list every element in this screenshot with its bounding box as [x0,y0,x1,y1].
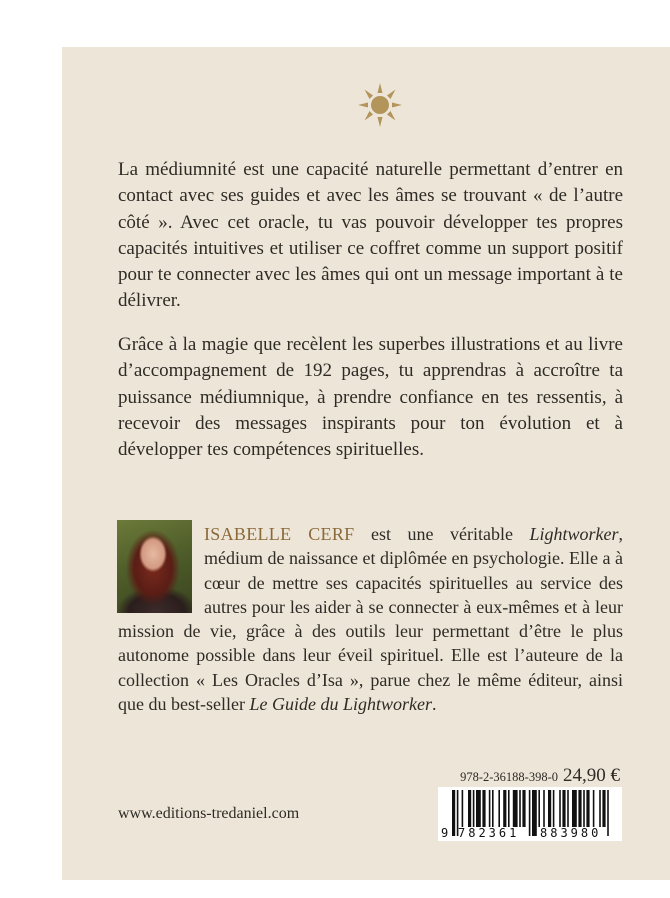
barcode-bar [489,790,491,827]
description-paragraph-1: La médiumnité est une capacité naturelle permettant d’entrer en contact avec ses guides et avec les âmes se trouvant « de l’autre côté ». Avec cet oracle, tu vas pouvoir développer tes propres capacités intuitives et utiliser ce coffret comme un support positif pour te connecter avec les âmes qui ont un message important à te délivrer. [118,159,623,312]
author-bio: ISABELLE CERF est une véritable Lightworker, médium de naissance et diplômée en psychologie. Elle a à cœur de mettre ses capacités spirituelles au service des autres pour les aider à se connecter à eux-mêmes et à leur mission de vie, grâce à des outils leur permettant d’être le plus autonome possible dans leur éveil spirituel. Elle est l’auteure de la collection « Les Oracles d’Isa », parue chez le même éditeur, ainsi que du best-seller Le Guide du Lightworker. [118,524,623,715]
barcode-bar [519,790,521,827]
barcode [438,787,622,841]
barcode-bar [532,790,537,836]
barcode-bar [599,790,601,827]
barcode-bar [607,790,609,836]
barcode-bar [602,790,605,827]
barcode-bar [578,790,581,827]
barcode-bar [583,790,585,827]
barcode-digits-left: 782361 [458,826,520,840]
barcode-bar [553,790,555,827]
author-name: ISABELLE CERF [204,524,355,544]
barcode-bar [462,790,464,827]
barcode-bar [503,790,506,827]
barcode-bar [572,790,577,827]
barcode-digits-right: 883980 [540,826,602,840]
barcode-bar [468,790,471,827]
price: 24,90 € [563,765,620,786]
isbn-number: 978-2-36188-398-0 [460,770,558,784]
barcode-bar [482,790,485,827]
barcode-bar [529,790,531,836]
barcode-graphic [438,787,622,841]
isbn-price-line [440,765,620,789]
barcode-bar [492,790,494,827]
barcode-bar [586,790,589,827]
barcode-bar [543,790,545,827]
barcode-bar [538,790,540,827]
barcode-bar [513,790,518,827]
barcode-bar [567,790,569,827]
barcode-bar [473,790,475,827]
barcode-bar [498,790,500,827]
barcode-digit-lead: 9 [441,826,449,840]
barcode-bar [452,790,455,836]
barcode-bar [559,790,561,827]
barcode-bar [593,790,595,827]
publisher-website[interactable]: www.editions-tredaniel.com [118,805,300,822]
barcode-bar [562,790,565,827]
barcode-bar [476,790,481,827]
description-paragraph-2: Grâce à la magie que recèlent les superbes illustrations et au livre d’accompagnement de 192 pages, tu apprendras à accroître ta puissance médiumnique, à prendre confiance en tes ressentis, à recevoir des messages inspirants pour ton évolution et à développer tes compétences spirituelles. [118,334,623,461]
barcode-bar [522,790,525,827]
moon-sun-icon [332,79,406,139]
barcode-bar [508,790,510,827]
barcode-bar [548,790,551,827]
